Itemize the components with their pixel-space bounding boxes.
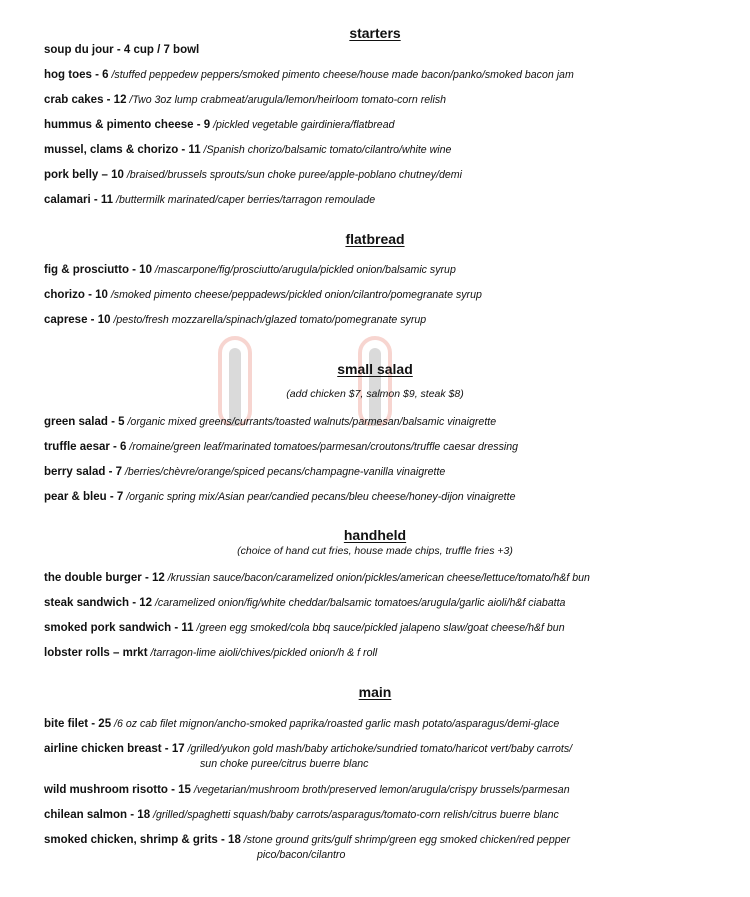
menu-item: steak sandwich - 12 /caramelized onion/fig/white cheddar/balsamic tomatoes/arugula/garlic aioli/h&f ciabatta — [44, 597, 566, 609]
menu-item: bite filet - 25 /6 oz cab filet mignon/ancho-smoked paprika/roasted garlic mash potato/asparagus/demi-glace — [44, 718, 560, 730]
menu-item: crab cakes - 12 /Two 3oz lump crabmeat/arugula/lemon/heirloom tomato-corn relish — [44, 94, 447, 106]
menu-item: lobster rolls – mrkt /tarragon-lime aioli/chives/pickled onion/h & f roll — [44, 647, 378, 659]
section-note: (add chicken $7, salmon $9, steak $8) — [286, 388, 464, 400]
menu-item: hog toes - 6 /stuffed peppedew peppers/smoked pimento cheese/house made bacon/panko/smoked bacon jam — [44, 69, 574, 81]
menu-item: hummus & pimento cheese - 9 /pickled vegetable gairdiniera/flatbread — [44, 119, 395, 131]
section-heading-main: main — [358, 684, 392, 700]
menu-item: smoked chicken, shrimp & grits - 18 /stone ground grits/gulf shrimp/green egg smoked chicken/red pepper — [44, 834, 571, 846]
section-heading-flatbread: flatbread — [345, 231, 405, 247]
menu-item: the double burger - 12 /krussian sauce/bacon/caramelized onion/pickles/american cheese/lettuce/tomato/h&f bun — [44, 572, 590, 584]
section-heading-small-salad: small salad — [337, 361, 413, 377]
section-heading-handheld: handheld — [343, 527, 407, 543]
section-heading-starters: starters — [349, 25, 401, 41]
menu-item: calamari - 11 /buttermilk marinated/caper berries/tarragon remoulade — [44, 194, 376, 206]
menu-item-desc-continued: pico/bacon/cilantro — [257, 849, 346, 861]
menu-item: green salad - 5 /organic mixed greens/currants/toasted walnuts/parmesan/balsamic vinaigrette — [44, 416, 497, 428]
menu-item: truffle aesar - 6 /romaine/green leaf/marinated tomatoes/parmesan/croutons/truffle caesar dressing — [44, 441, 519, 453]
menu-item: chorizo - 10 /smoked pimento cheese/peppadews/pickled onion/cilantro/pomegranate syrup — [44, 289, 482, 301]
menu-item: smoked pork sandwich - 11 /green egg smoked/cola bbq sauce/pickled jalapeno slaw/goat cheese/h&f bun — [44, 622, 565, 634]
menu-item: mussel, clams & chorizo - 11 /Spanish chorizo/balsamic tomato/cilantro/white wine — [44, 144, 452, 156]
section-note: (choice of hand cut fries, house made chips, truffle fries +3) — [237, 545, 513, 557]
menu-item: fig & prosciutto - 10 /mascarpone/fig/prosciutto/arugula/pickled onion/balsamic syrup — [44, 264, 456, 276]
menu-item: berry salad - 7 /berries/chèvre/orange/spiced pecans/champagne-vanilla vinaigrette — [44, 466, 446, 478]
menu-item: chilean salmon - 18 /grilled/spaghetti squash/baby carrots/asparagus/tomato-corn relish/citrus buerre blanc — [44, 809, 559, 821]
menu-item: pear & bleu - 7 /organic spring mix/Asian pear/candied pecans/bleu cheese/honey-dijon vinaigrette — [44, 491, 516, 503]
menu-item: pork belly – 10 /braised/brussels sprouts/sun choke puree/apple-poblano chutney/demi — [44, 169, 462, 181]
menu-item: caprese - 10 /pesto/fresh mozzarella/spinach/glazed tomato/pomegranate syrup — [44, 314, 427, 326]
menu-item: wild mushroom risotto - 15 /vegetarian/mushroom broth/preserved lemon/arugula/crispy brussels/parmesan — [44, 784, 570, 796]
menu-item: airline chicken breast - 17 /grilled/yukon gold mash/baby artichoke/sundried tomato/haricot vert/baby carrots/ — [44, 743, 573, 755]
restaurant-logo-watermark-icon — [212, 336, 397, 426]
menu-item: soup du jour - 4 cup / 7 bowl — [44, 44, 200, 56]
menu-item-desc-continued: sun choke puree/citrus buerre blanc — [200, 758, 369, 770]
